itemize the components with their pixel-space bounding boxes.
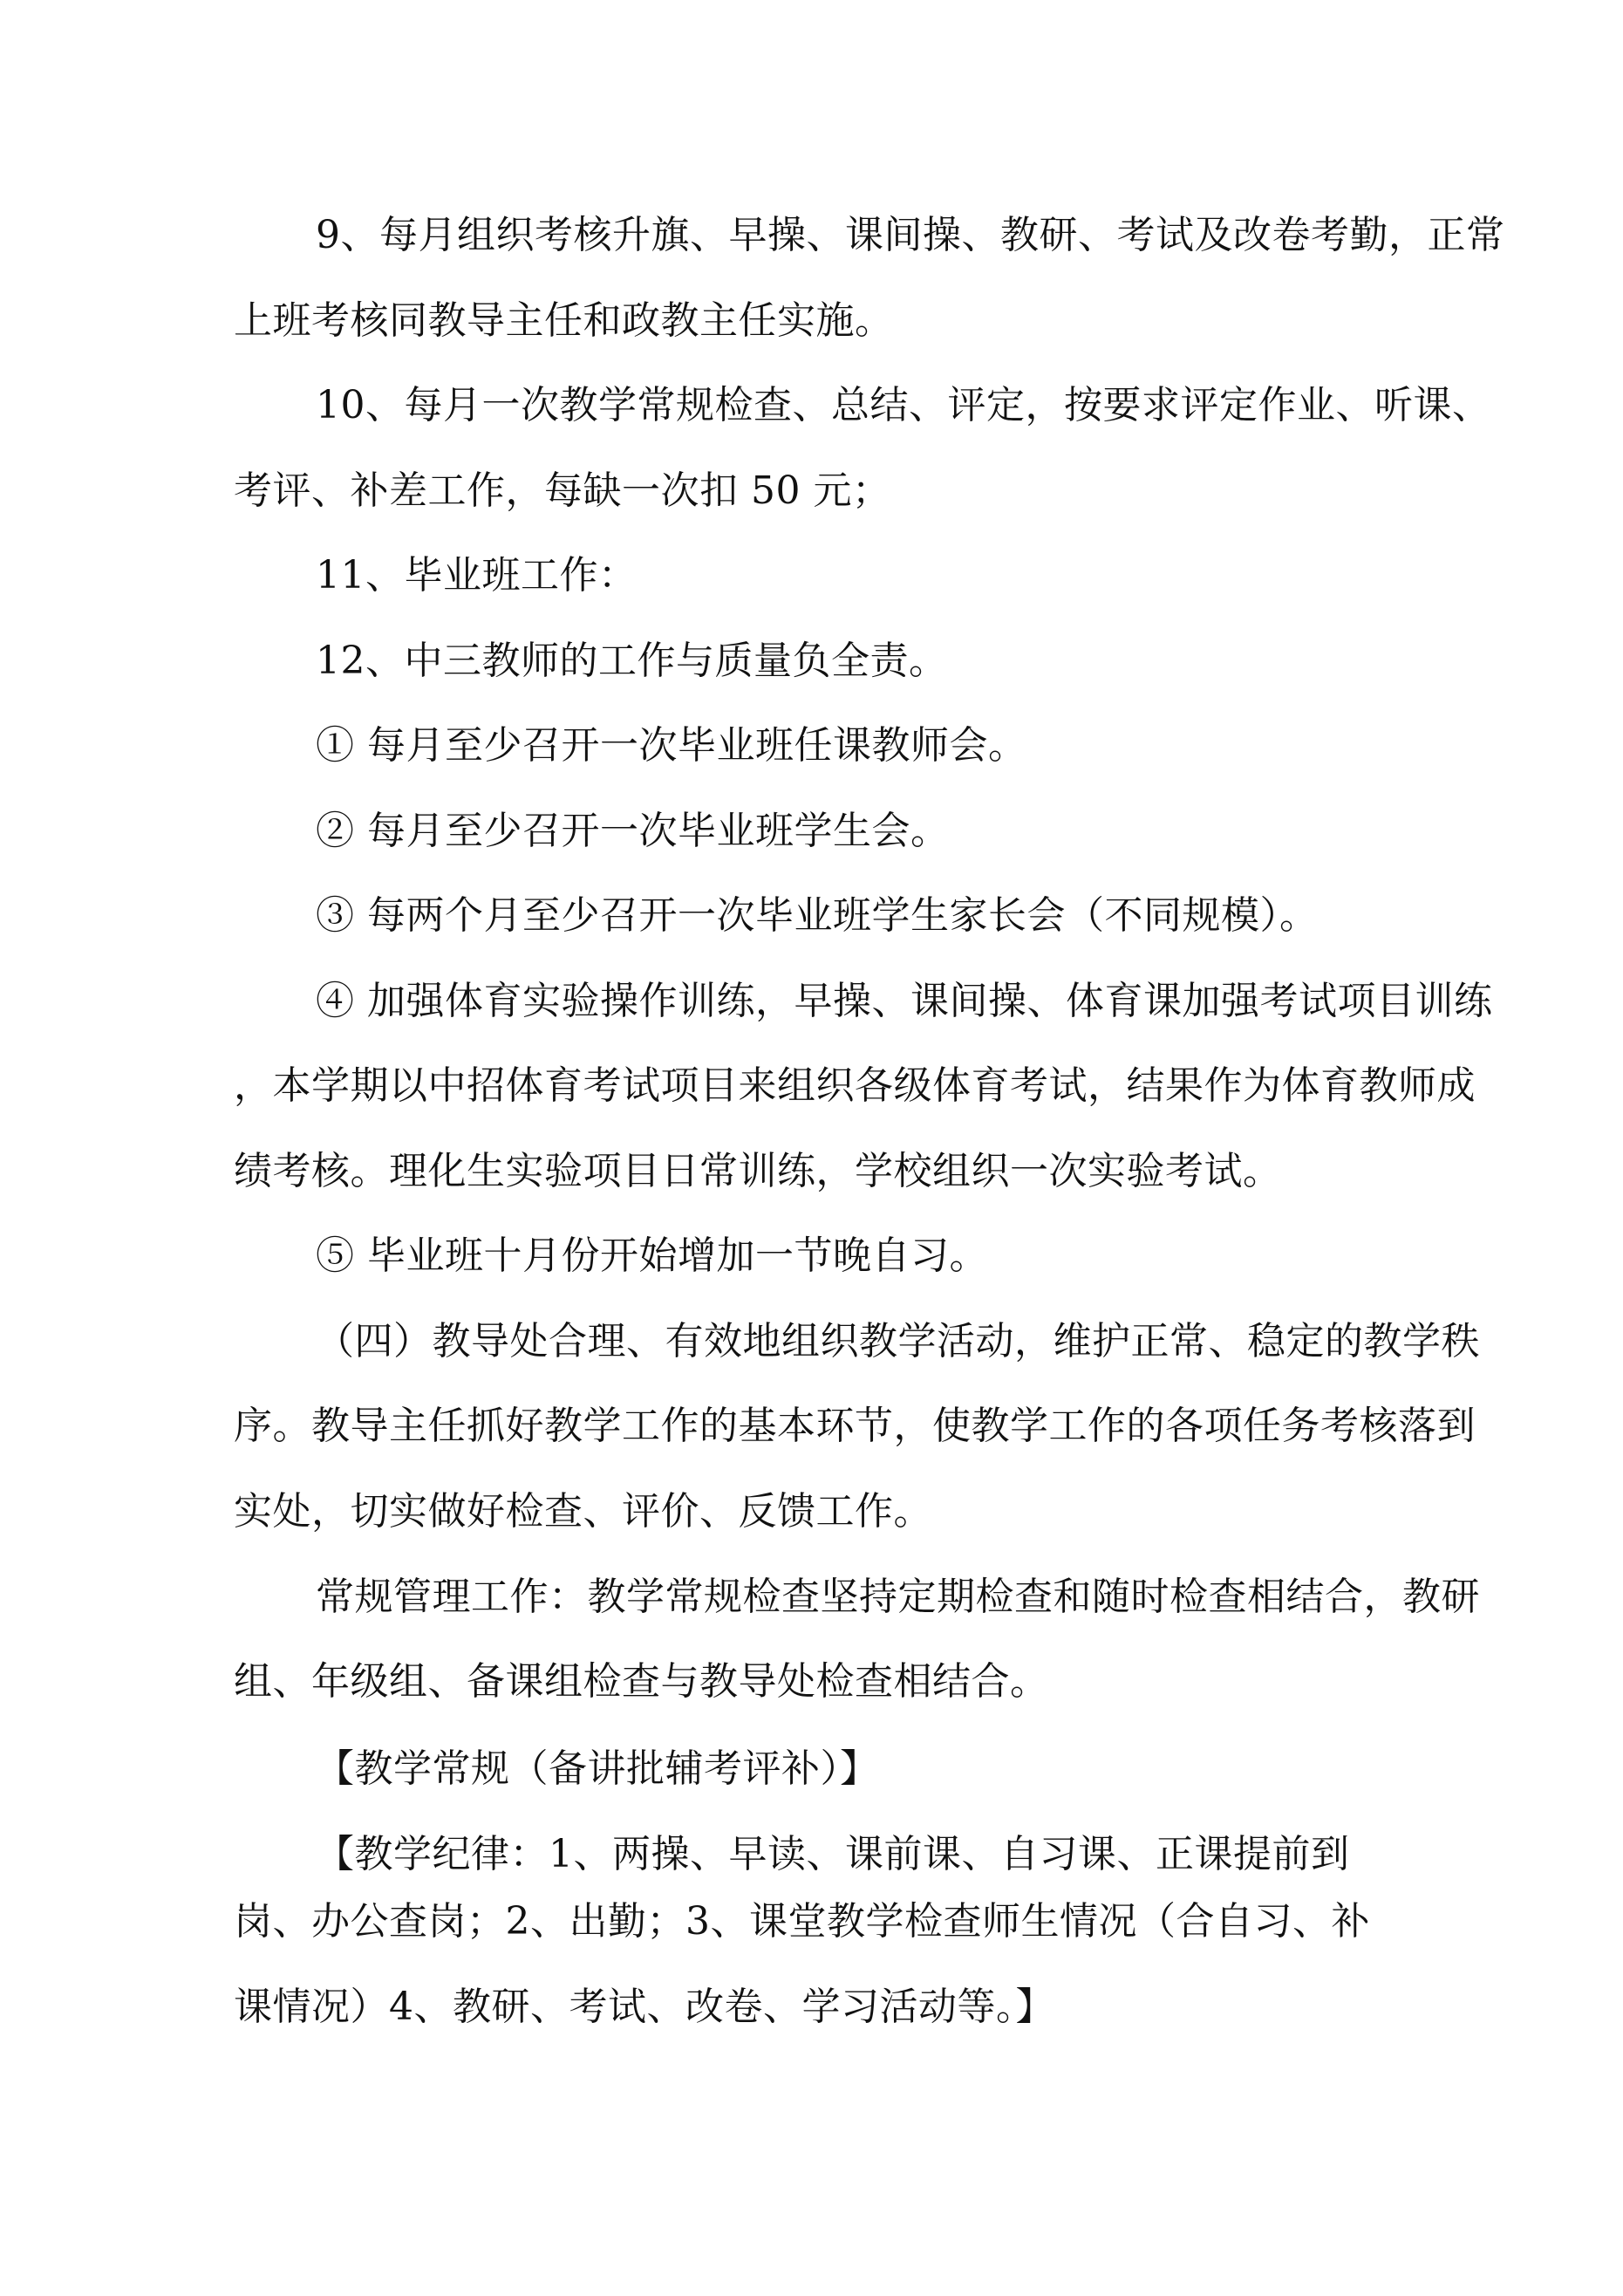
paragraph-line: 11、毕业班工作：: [316, 553, 638, 598]
list-item: ① 每月至少召开一次毕业班任课教师会。: [316, 723, 1027, 768]
paragraph-line: 常规管理工作：教学常规检查坚持定期检查和随时检查相结合，教研: [316, 1575, 1480, 1619]
list-item: ③ 每两个月至少召开一次毕业班学生家长会（不同规模）。: [316, 893, 1319, 938]
paragraph-line: 上班考核同教导主任和政教主任实施。: [234, 298, 894, 343]
paragraph-line: 绩考核。理化生实验项目日常训练，学校组织一次实验考试。: [234, 1149, 1282, 1193]
list-item: ② 每月至少召开一次毕业班学生会。: [316, 809, 950, 853]
paragraph-line: 岗、办公查岗；2、出勤；3、课堂教学检查师生情况（合自习、补: [234, 1899, 1370, 1944]
paragraph-line: ，本学期以中招体育考试项目来组织各级体育考试，结果作为体育教师成: [234, 1063, 1476, 1108]
paragraph-line: 10、每月一次教学常规检查、总结、评定，按要求评定作业、听课、: [316, 383, 1491, 427]
section-heading: 【教学常规（备讲批辅考评补）】: [316, 1746, 879, 1791]
list-item: ④ 加强体育实验操作训练，早操、课间操、体育课加强考试项目训练: [316, 979, 1493, 1023]
paragraph-line: 课情况）4、教研、考试、改卷、学习活动等。】: [234, 1985, 1054, 2029]
paragraph-line: 组、年级组、备课组检查与教导处检查相结合。: [234, 1659, 1049, 1704]
paragraph-line: 序。教导主任抓好教学工作的基本环节，使教学工作的各项任务考核落到: [234, 1404, 1476, 1448]
paragraph-line: 9、每月组织考核升旗、早操、课间操、教研、考试及改卷考勤，正常: [316, 213, 1505, 257]
paragraph-line: 考评、补差工作，每缺一次扣 50 元；: [234, 468, 891, 513]
paragraph-line: 【教学纪律：1、两操、早读、课前课、自习课、正课提前到: [316, 1832, 1350, 1876]
paragraph-line: 12、中三教师的工作与质量负全责。: [316, 639, 948, 683]
paragraph-line: （四）教导处合理、有效地组织教学活动，维护正常、稳定的教学秩: [316, 1319, 1480, 1363]
paragraph-line: 实处，切实做好检查、评价、反馈工作。: [234, 1489, 932, 1534]
list-item: ⑤ 毕业班十月份开始增加一节晚自习。: [316, 1233, 988, 1278]
